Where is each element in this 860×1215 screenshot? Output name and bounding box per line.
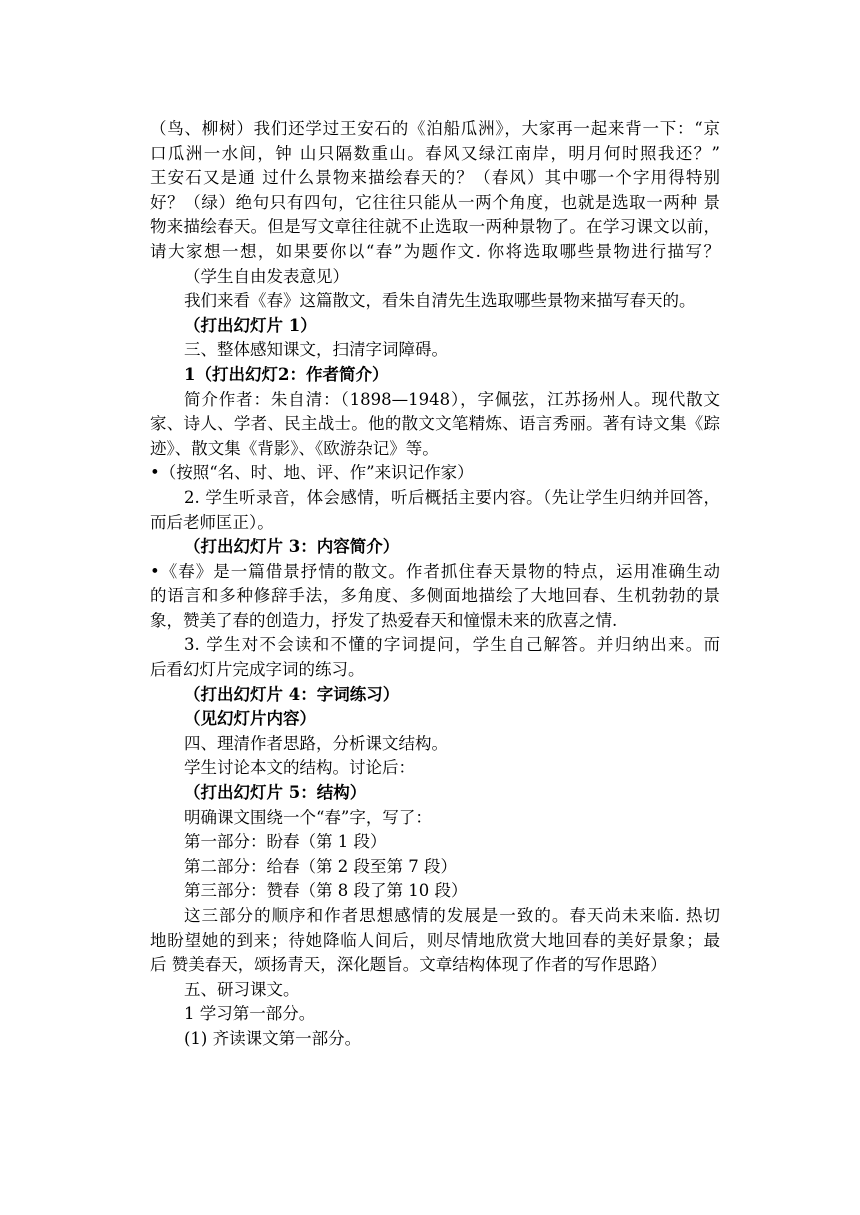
text-line: 四、理清作者思路，分析课文结构。 — [184, 733, 448, 753]
slide-heading-line: （见幻灯片内容） — [184, 709, 316, 729]
text-line: 1 学习第一部分。 — [184, 1004, 316, 1024]
text-line: 3. 学生对不会读和不懂的字词提问，学生自己解答。并归纳出来。而 — [184, 635, 720, 655]
slide-heading-line: （打出幻灯片 4：字词练习） — [184, 684, 400, 704]
text-line: 请大家想一想，如果要你以“春”为题作文. 你将选取哪些景物进行描写？ — [150, 241, 720, 261]
text-line: 这三部分的顺序和作者思想感情的发展是一致的。春天尚未来临. 热切 — [184, 906, 720, 925]
text-line: （学生自由发表意见） — [184, 266, 349, 286]
text-line: 王安石又是通 过什么景物来描绘春天的？（春风）其中哪一个字用得特别 — [150, 168, 720, 188]
text-line: (1) 齐读课文第一部分。 — [184, 1028, 362, 1048]
text-line: •《春》是一篇借景抒情的散文。作者抓住春天景物的特点，运用准确生动 — [150, 561, 720, 581]
text-line: 五、研习课文。 — [184, 979, 300, 999]
text-line: 而后老师匡正）。 — [150, 512, 274, 532]
text-line: 三、整体感知课文，扫清字词障碍。 — [184, 340, 448, 360]
text-line: 第二部分：给春（第 2 段至第 7 段） — [184, 856, 457, 876]
text-line: 象，赞美了春的创造力，抒发了热爱春天和憧憬未来的欣喜之情. — [150, 610, 618, 630]
text-line: 的语言和多种修辞手法，多角度、多侧面地描绘了大地回春、生机勃勃的景 — [150, 586, 720, 606]
text-line: 明确课文围绕一个“春”字，写了： — [184, 807, 432, 827]
document-body — [150, 117, 720, 1052]
text-line: 后 赞美春天，颂扬青天，深化题旨。文章结构体现了作者的写作思路） — [150, 955, 667, 975]
text-line: 家、诗人、学者、民主战士。他的散文文笔精炼、语言秀丽。著有诗文集《踪 — [150, 414, 720, 434]
text-line: 我们来看《春》这篇散文，看朱自清先生选取哪些景物来描写春天的。 — [184, 291, 696, 311]
text-line: 迹》、散文集《背影》、《欧游杂记》等。 — [150, 438, 439, 458]
text-line: 后看幻灯片完成字词的练习。 — [150, 660, 365, 680]
slide-heading-line: （打出幻灯片 1） — [184, 315, 317, 335]
text-line: •（按照“名、时、地、评、作”来识记作家） — [150, 463, 474, 483]
text-line: （鸟、柳树）我们还学过王安石的《泊船瓜洲》，大家再一起来背一下：“京 — [150, 119, 720, 138]
slide-heading-line: （打出幻灯片 5：结构） — [184, 783, 367, 803]
text-line: 简介作者：朱自清：（1898—1948），字佩弦，江苏扬州人。现代散文 — [184, 389, 720, 409]
text-line: 学生讨论本文的结构。讨论后： — [184, 758, 415, 778]
text-line: 物来描绘春天。但是写文章往往就不止选取一两种景物了。在学习课文以前， — [150, 217, 720, 237]
text-line: 地盼望她的到来；待她降临人间后，则尽情地欣赏大地回春的美好景象；最 — [150, 930, 720, 950]
text-line: 口瓜洲一水间，钟 山只隔数重山。春风又绿江南岸，明月何时照我还？” — [150, 143, 720, 163]
slide-heading-line: 1（打出幻灯2：作者简介） — [184, 364, 389, 384]
text-line: 2. 学生听录音，体会感情，听后概括主要内容。（先让学生归纳并回答， — [184, 487, 720, 507]
text-line: 第三部分：赞春（第 8 段了第 10 段） — [184, 881, 468, 901]
text-line: 第一部分：盼春（第 1 段） — [184, 832, 387, 852]
slide-heading-line: （打出幻灯片 3：内容简介） — [184, 537, 400, 557]
text-line: 好？（绿）绝句只有四句，它往往只能从一两个角度，也就是选取一两种 景 — [150, 192, 720, 212]
